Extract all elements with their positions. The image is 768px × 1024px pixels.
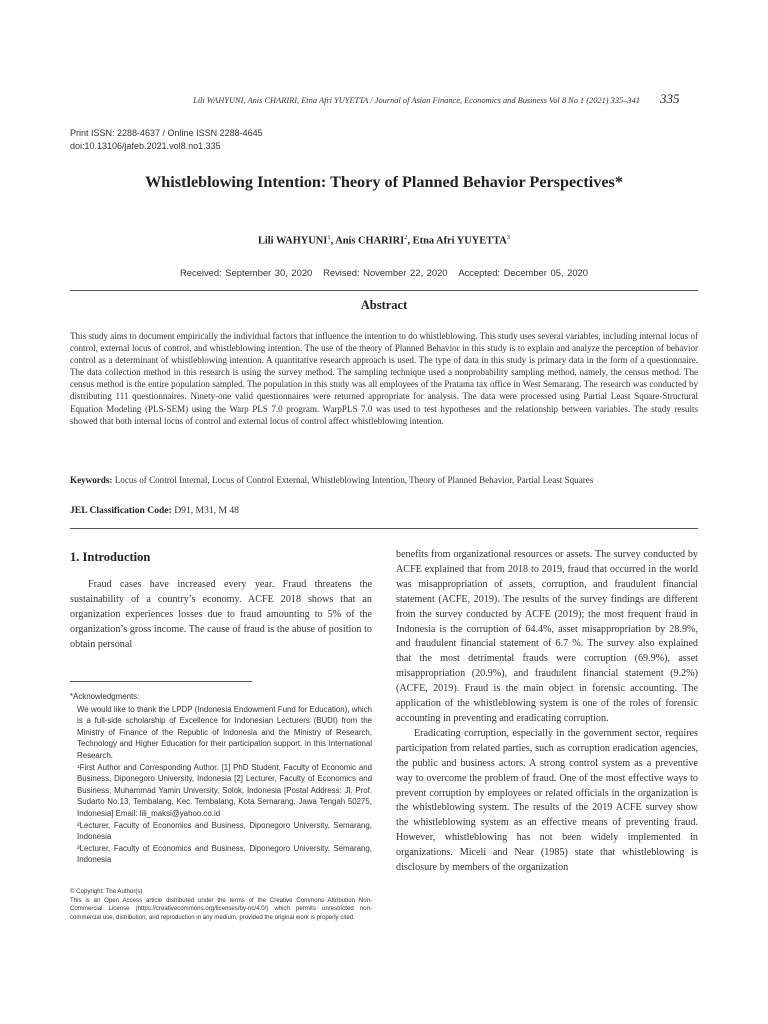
doi-line: doi:10.13106/jafeb.2021.vol8.no1.335: [70, 141, 221, 151]
body-paragraph: Eradicating corruption, especially in the government sector, requires participation from related parties, such as corruption eradication agencies, the public and business actors. A strong control system as a preventive way to overcome the problem of fraud. One of the most effective ways to prevent corruption by employees or related officials in the organization is the whistleblowing system. The results of the 2019 ACFE survey show the whistleblowing system as an effective means of preventing fraud. However, whistleblowing has not been widely implemented in organizations. Miceli and Near (1985) state that whistleblowing is disclosure by members of the organization: [396, 727, 698, 874]
author-affiliation-marker: 3: [506, 234, 511, 241]
keywords-label: Keywords:: [70, 475, 113, 485]
accepted-date: Accepted: December 05, 2020: [458, 267, 588, 278]
body-paragraph: Fraud cases have increased every year. Fraud threatens the sustainability of a country’s economy. ACFE 2018 shows that an organization experiences losses due to fraud amounting to 5% of the organization’s gross income. The cause of fraud is the abuse of position to obtain personal: [70, 579, 372, 650]
copyright-notice: [70, 888, 372, 922]
right-column: [396, 548, 698, 876]
body-paragraph: benefits from organizational resources or assets. The survey conducted by ACFE explained that from 2018 to 2019, fraud that occurred in the world was misappropriation of assets, corruption, and fraudulent financial statement (ACFE, 2019). The results of the survey findings are different from the survey conducted by ACFE (2019); the most frequent fraud in Indonesia is the corruption of 64.4%, asset misappropriation by 28.9%, and fraudulent financial statement of 6.7 %. The survey also explained that the most detrimental frauds were corruption (69.9%), asset misappropriation (20.9%), and fraudulent financial statement (9.2%) (ACFE, 2019). Fraud is the main object in forensic accounting. The application of the whistleblowing system is one of the roles of forensic accounting in preventing and eradicating corruption.: [396, 549, 698, 724]
paper-title: Whistleblowing Intention: Theory of Planned Behavior Perspectives*: [145, 173, 623, 191]
jel-label: JEL Classification Code:: [70, 505, 172, 516]
issn-line: Print ISSN: 2288-4637 / Online ISSN 2288-4645: [70, 128, 263, 138]
running-head: Lili WAHYUNI, Anis CHARIRI, Etna Afri YUYETTA / Journal of Asian Finance, Economics and Business Vol 8 No 1 (2021) 335–341: [193, 96, 640, 105]
author-list: [0, 234, 768, 246]
footnotes: [70, 691, 372, 866]
keywords-text: Locus of Control Internal, Locus of Control External, Whistleblowing Intention, Theory of Planned Behavior, Partial Least Squares: [114, 475, 594, 485]
jel-classification: [70, 505, 698, 516]
author-affiliation-marker: 1: [327, 234, 331, 241]
revised-date: Revised: November 22, 2020: [323, 267, 448, 278]
section-heading: 1. Introduction: [70, 550, 151, 564]
page-number: 335: [660, 91, 680, 106]
copyright-text: This is an Open Access article distributed under the terms of the Creative Commons Attribution Non-Commercial License (https://creativecommons.org/licenses/by-nc/4.0/) which permits unrestricted non-commercial use, distribution, and reproduction in any medium, provided the original work is properly cited.: [70, 896, 372, 921]
author-footnote: ¹First Author and Corresponding Author. [1] PhD Student, Faculty of Economic and Business, Diponegoro University, Indonesia [2] Lecturer, Faculty of Economics and Business, Muhammad Yamin University, Solok, Indonesia [Postal Address: Jl. Prof. Sudarto No.13, Tembalang, Kec. Tembalang, Kota Semarang, Jawa Tengah 50275, Indonesia] Email: lili_maksi@yahoo.co.id: [77, 762, 372, 818]
left-column: [70, 578, 372, 653]
acknowledgment-text: We would like to thank the LPDP (Indonesia Endowment Fund for Education), which is a full-side scholarship of Excellence for Indonesian Lecturers (BUDI) from the Ministry of Finance of the Republic of Indonesia and the Ministry of Research, Technology and Higher Education for their participation support. in this International Research.: [77, 704, 372, 760]
abstract-text: This study aims to document empirically the individual factors that influence the intention to do whistleblowing. This study uses several variables, including internal locus of control, external locus of control, and whistleblowing intention. The use of the theory of Planned Behavior in this study is to explain and analyze the perception of behavior control as a determinant of whistleblowing intention. A quantitative research approach is used. The type of data in this study is primary data in the form of a questionnaire. The data collection method in this research is using the survey method. The sampling technique used a nonprobability sampling method, namely, the census method. The census method is the entire population sampled. The population in this study was all employees of the Pratama tax office in West Semarang. The research was conducted by distributing 111 questionnaires. Ninety-one valid questionnaires were returned appropriate for analysis. The data were processed using Partial Least Square-Structural Equation Modeling (PLS-SEM) using the Warp PLS 7.0 program. WarpPLS 7.0 was used to test hypotheses and the relationship between variables. The study results showed that both internal locus of control and external locus of control affect whistleblowing intention.: [70, 331, 698, 426]
divider: [70, 290, 698, 291]
author-footnote: ³Lecturer, Faculty of Economics and Business, Diponegoro University, Semarang, Indonesia: [77, 843, 372, 865]
abstract-heading: Abstract: [360, 298, 408, 312]
author-name: Etna Afri YUYETTA: [412, 235, 507, 247]
author-footnote: ²Lecturer, Faculty of Economics and Business, Diponegoro University, Semarang, Indonesia: [77, 820, 372, 842]
footnote-divider: [70, 681, 252, 682]
divider: [70, 528, 698, 529]
copyright-heading: © Copyright: The Author(s): [70, 888, 143, 895]
author-separator: ,: [330, 235, 336, 247]
author-name: Anis CHARIRI: [335, 235, 405, 247]
author-separator: ,: [407, 235, 413, 247]
jel-codes: D91, M31, M 48: [174, 505, 239, 516]
keywords: [70, 475, 698, 485]
author-affiliation-marker: 2: [404, 234, 408, 241]
author-name: Lili WAHYUNI: [257, 235, 328, 247]
acknowledgments-heading: *Acknowledgments:: [70, 692, 140, 701]
submission-dates: [0, 267, 768, 278]
received-date: Received: September 30, 2020: [180, 267, 313, 278]
